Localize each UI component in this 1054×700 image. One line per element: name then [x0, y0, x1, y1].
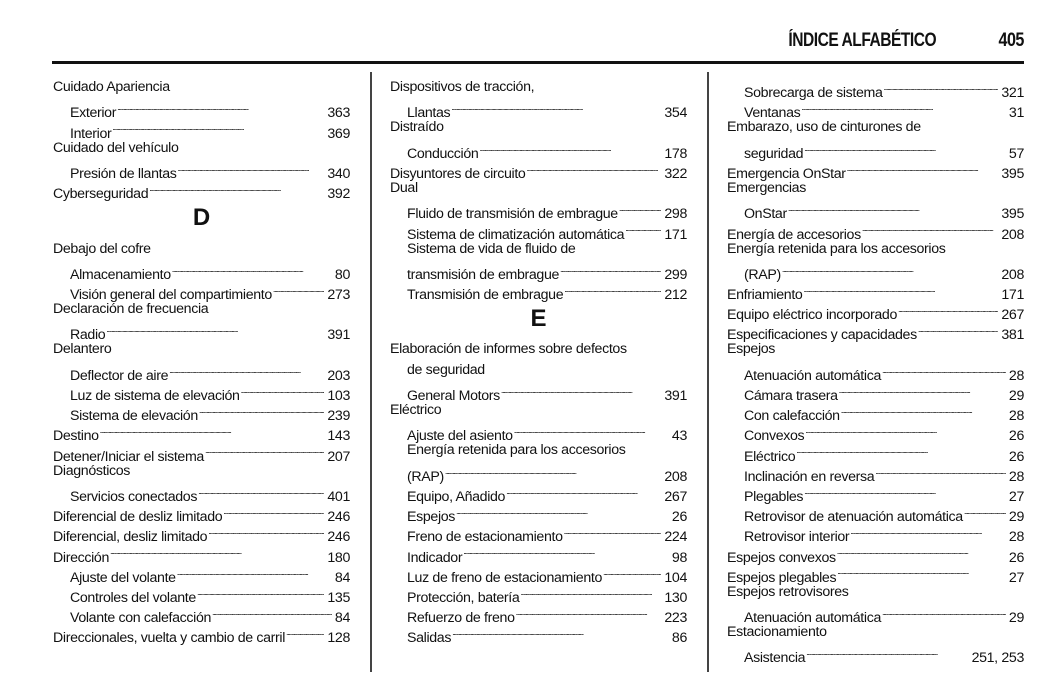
dot-leader	[564, 279, 661, 299]
page-reference: 208	[1001, 226, 1024, 243]
section-letter: D	[192, 204, 211, 232]
entry-label: Energía de accesorios	[727, 226, 861, 243]
page-reference: 135	[327, 589, 350, 606]
entry-label: Volante con calefacción	[70, 610, 212, 627]
index-subentry	[727, 602, 1024, 627]
dot-leader	[918, 319, 999, 339]
entry-label: Energía retenida para los accesorios	[727, 240, 946, 257]
page-reference: 28	[1008, 529, 1024, 546]
page-reference: 369	[327, 125, 350, 142]
entry-label: Direccionales, vuelta y cambio de carril	[53, 630, 286, 647]
index-heading	[727, 582, 1024, 602]
entry-label: Emergencias	[727, 179, 806, 196]
page-reference: 80	[334, 266, 350, 283]
entry-label: Controles del volante	[70, 589, 196, 606]
index-subentry	[727, 198, 1024, 223]
dot-leader	[212, 602, 332, 622]
dot-leader	[100, 420, 325, 440]
entry-label: de seguridad	[407, 361, 485, 378]
entry-label: General Motors	[407, 388, 500, 405]
index-column-2	[390, 77, 687, 647]
entry-label: Equipo eléctrico incorporado	[727, 307, 898, 324]
entry-label: Equipo, Añadido	[407, 488, 506, 505]
dot-leader	[804, 481, 1006, 501]
entry-label: Luz de sistema de elevación	[70, 388, 240, 405]
page-reference: 223	[664, 610, 687, 627]
page-number: 405	[998, 30, 1024, 51]
dot-leader	[560, 259, 661, 279]
entry-label: Retrovisor de atenuación automática	[744, 509, 963, 526]
page-reference: 26	[1008, 549, 1024, 566]
dot-leader	[884, 77, 999, 97]
page-reference: 104	[664, 569, 687, 586]
page-reference: 84	[334, 569, 350, 586]
dot-leader	[520, 582, 661, 602]
index-heading	[727, 117, 1024, 137]
index-subentry	[390, 138, 687, 162]
dot-leader	[625, 218, 661, 238]
page-reference: 322	[664, 165, 687, 182]
entry-label: Sobrecarga de sistema	[744, 85, 883, 102]
page-reference: 57	[1008, 145, 1024, 162]
page-reference: 27	[1008, 569, 1024, 586]
entry-label: Convexos	[744, 428, 805, 445]
entry-label: Espejos convexos	[727, 549, 836, 566]
index-subentry	[53, 158, 350, 182]
entry-label: Con calefacción	[744, 408, 840, 425]
entry-label: Cámara trasera	[744, 388, 838, 404]
entry-label: Exterior	[70, 105, 117, 122]
dot-leader	[801, 97, 1006, 117]
page-reference: 239	[327, 408, 350, 425]
dot-leader	[110, 541, 324, 561]
dot-leader	[177, 562, 332, 582]
entry-label: Dispositivos de tracción,	[390, 79, 535, 95]
page-reference: 207	[327, 448, 350, 465]
header-rule	[52, 61, 1024, 64]
dot-leader	[169, 360, 324, 380]
page-reference: 354	[664, 105, 687, 122]
page-reference: 26	[1008, 448, 1024, 465]
dot-leader	[805, 420, 1006, 440]
dot-leader	[964, 501, 1006, 521]
index-subentry	[390, 198, 687, 223]
entry-label: Espejos	[727, 341, 776, 358]
dot-leader	[286, 622, 324, 642]
entry-label: Eléctrico	[390, 402, 442, 419]
page-reference: 27	[1008, 488, 1024, 505]
dot-leader	[117, 97, 324, 117]
page-reference: 171	[1001, 287, 1024, 304]
page-reference: 143	[327, 428, 350, 445]
entry-label: Conducción	[407, 145, 479, 162]
entry-label: Dirección	[53, 549, 109, 566]
page-reference: 246	[327, 509, 350, 526]
dot-leader	[241, 380, 325, 400]
entry-label: Llantas	[407, 105, 451, 122]
page-reference: 28	[1008, 408, 1024, 425]
column-divider	[370, 72, 372, 672]
index-subentry	[390, 461, 687, 485]
page-reference: 340	[327, 165, 350, 182]
entry-label: Almacenamiento	[70, 266, 171, 283]
dot-leader	[839, 380, 1006, 400]
entry-label: Destino	[53, 428, 99, 445]
dot-leader	[172, 259, 332, 279]
index-heading	[727, 239, 1024, 259]
entry-label: (RAP)	[744, 266, 781, 283]
entry-label: Delantero	[53, 341, 112, 358]
entry-label: Diferencial de desliz limitado	[53, 509, 223, 526]
index-heading	[53, 339, 350, 359]
dot-leader	[514, 420, 669, 440]
page-reference: 392	[327, 186, 350, 203]
column-divider	[707, 72, 709, 672]
page-reference: 98	[671, 549, 687, 566]
dot-leader	[841, 400, 1006, 420]
index-heading	[390, 117, 687, 137]
dot-leader	[149, 178, 324, 198]
dot-leader	[199, 400, 325, 420]
dot-leader	[796, 440, 1006, 460]
entry-label: Presión de llantas	[70, 165, 177, 182]
running-head	[756, 30, 1024, 56]
page-reference: 203	[327, 367, 350, 384]
page-reference: 212	[664, 287, 687, 304]
entry-label: Retrovisor interior	[744, 529, 850, 546]
index-subentry	[53, 319, 350, 344]
dot-leader	[208, 521, 324, 541]
dot-leader	[112, 117, 324, 137]
page-reference: 43	[671, 428, 687, 445]
dot-leader	[788, 198, 999, 218]
entry-label: Servicios conectados	[70, 488, 198, 505]
entry-label: Dual	[390, 179, 418, 196]
entry-label: transmisión de embrague	[407, 266, 560, 283]
page-reference: 84	[334, 610, 350, 627]
dot-leader	[177, 158, 324, 178]
section-letter: E	[530, 305, 547, 333]
index-subentry	[53, 481, 350, 505]
dot-leader	[501, 380, 662, 400]
dot-leader	[197, 582, 324, 602]
dot-leader	[479, 138, 661, 158]
page-reference: 86	[671, 630, 687, 647]
entry-label: Indicador	[407, 549, 463, 566]
entry-label: Atenuación automática	[744, 367, 881, 384]
index-heading	[53, 239, 350, 259]
dot-leader	[516, 602, 662, 622]
entry-label: Especificaciones y capacidades	[727, 327, 917, 344]
index-subentry	[727, 259, 1024, 283]
dot-leader	[456, 501, 669, 521]
dot-leader	[106, 319, 324, 339]
entry-label: Atenuación automática	[744, 610, 881, 627]
entry-label: Visión general del compartimiento	[70, 287, 272, 304]
index-subentry	[390, 239, 687, 259]
index-subentry	[53, 259, 350, 283]
dot-leader	[837, 541, 1006, 561]
entry-label: Espejos plegables	[727, 569, 837, 586]
page-reference: 251, 253	[971, 650, 1024, 667]
page-reference: 26	[671, 509, 687, 526]
index-subentry	[390, 380, 687, 405]
page-reference: 28	[1008, 367, 1024, 384]
index-heading	[53, 138, 350, 158]
entry-label: Sistema de elevación	[70, 408, 198, 425]
page-reference: 28	[1008, 468, 1024, 485]
index-subentry	[390, 259, 687, 283]
dot-leader	[603, 562, 661, 582]
entry-label: Declaración de frecuencia	[53, 301, 209, 318]
dot-leader	[882, 602, 1006, 622]
page-reference: 381	[1001, 327, 1024, 344]
index-subentry	[727, 138, 1024, 162]
entry-label: Elaboración de informes sobre defectos	[390, 341, 627, 358]
index-subentry	[727, 77, 1024, 102]
index-subentry	[53, 97, 350, 122]
page-reference: 180	[327, 549, 350, 566]
page-reference: 273	[327, 287, 350, 304]
page-reference: 363	[327, 105, 350, 122]
dot-leader	[806, 642, 968, 662]
dot-leader	[782, 259, 999, 279]
page-reference: 321	[1001, 85, 1024, 102]
page-reference: 178	[664, 145, 687, 162]
entry-label: Detener/Iniciar el sistema	[53, 448, 204, 465]
page-reference: 391	[664, 388, 687, 405]
dot-leader	[463, 541, 669, 561]
index-heading	[390, 77, 687, 97]
dot-leader	[452, 622, 669, 642]
index-heading	[390, 400, 687, 420]
entry-label: Embarazo, uso de cinturones de	[727, 119, 921, 136]
index-heading	[53, 77, 350, 97]
entry-label: Enfriamiento	[727, 287, 803, 304]
entry-label: Espejos	[407, 509, 456, 526]
page-reference: 208	[1001, 266, 1024, 283]
dot-leader	[564, 521, 662, 541]
entry-label: Cuidado del vehículo	[53, 139, 179, 156]
dot-leader	[862, 218, 999, 238]
page-reference: 103	[327, 388, 350, 405]
entry-label: Diferencial, desliz limitado	[53, 529, 208, 546]
entry-label: OnStar	[744, 206, 787, 223]
page-reference: 299	[664, 266, 687, 283]
page-reference: 401	[327, 488, 350, 505]
dot-leader	[223, 501, 324, 521]
dot-leader	[506, 481, 661, 501]
entry-label: Refuerzo de freno	[407, 610, 515, 627]
dot-leader	[847, 158, 999, 178]
dot-leader	[837, 562, 1006, 582]
dot-leader	[273, 279, 324, 299]
index-subentry	[53, 360, 350, 384]
entry-label: seguridad	[744, 145, 804, 162]
page-reference: 128	[327, 630, 350, 647]
entry-label: Ventanas	[744, 105, 801, 122]
page-reference: 395	[1001, 206, 1024, 223]
entry-label: Cuidado Apariencia	[53, 79, 170, 95]
index-column-3	[727, 77, 1024, 667]
index-column-1	[53, 77, 350, 647]
dot-leader	[619, 198, 662, 218]
entry-label: Estacionamiento	[727, 624, 827, 641]
entry-label: Fluido de transmisión de embrague	[407, 206, 618, 223]
page-reference: 267	[664, 488, 687, 505]
entry-label: Sistema de climatización automática	[407, 226, 625, 243]
entry-label: Debajo del cofre	[53, 240, 151, 257]
page-reference: 29	[1008, 610, 1024, 627]
entry-label: Interior	[70, 125, 112, 142]
entry-label: Disyuntores de circuito	[390, 165, 526, 182]
entry-label: Deflector de aire	[70, 367, 169, 384]
page-reference: 29	[1008, 388, 1024, 404]
entry-label: Sistema de vida de fluido de	[407, 240, 576, 257]
entry-label: Distraído	[390, 119, 444, 136]
index-heading	[727, 178, 1024, 198]
index-subentry	[727, 360, 1024, 384]
dot-leader	[451, 97, 661, 117]
entry-label: (RAP)	[407, 468, 444, 485]
page-reference: 391	[327, 327, 350, 344]
entry-label: Espejos retrovisores	[727, 583, 849, 600]
entry-label: Emergencia OnStar	[727, 165, 846, 182]
page-reference: 208	[664, 468, 687, 485]
index-heading	[390, 339, 687, 359]
dot-leader	[445, 461, 662, 481]
page-reference: 171	[664, 226, 687, 243]
index-subentry	[390, 360, 687, 380]
entry-label: Freno de estacionamiento	[407, 529, 563, 546]
entry-label: Diagnósticos	[53, 462, 131, 479]
page-reference: 29	[1008, 509, 1024, 526]
page-reference: 31	[1008, 105, 1024, 122]
page-reference: 298	[664, 206, 687, 223]
dot-leader	[850, 521, 1006, 541]
index-subentry	[390, 440, 687, 460]
dot-leader	[804, 138, 1006, 158]
entry-label: Transmisión de embrague	[407, 287, 564, 304]
page-reference: 395	[1001, 165, 1024, 182]
index-heading	[53, 299, 350, 319]
dot-leader	[882, 360, 1006, 380]
entry-label: Ajuste del asiento	[407, 428, 513, 445]
entry-label: Salidas	[407, 630, 452, 647]
dot-leader	[875, 461, 1006, 481]
dot-leader	[198, 481, 324, 501]
entry-label: Ajuste del volante	[70, 569, 176, 586]
index-subentry	[727, 642, 1024, 667]
dot-leader	[898, 299, 998, 319]
page-reference: 130	[664, 589, 687, 606]
section-title: ÍNDICE ALFABÉTICO	[788, 30, 937, 51]
entry-label: Eléctrico	[744, 448, 796, 465]
dot-leader	[205, 440, 324, 460]
dot-leader	[803, 279, 998, 299]
page-reference: 267	[1001, 307, 1024, 324]
entry-label: Energía retenida para los accesorios	[407, 442, 626, 459]
entry-label: Protección, batería	[407, 589, 520, 606]
index-subentry	[390, 97, 687, 122]
entry-label: Asistencia	[744, 650, 806, 667]
page-reference: 26	[1008, 428, 1024, 445]
entry-label: Radio	[70, 327, 106, 344]
entry-label: Luz de freno de estacionamiento	[407, 569, 603, 586]
page-reference: 246	[327, 529, 350, 546]
entry-label: Plegables	[744, 488, 804, 505]
entry-label: Inclinación en reversa	[744, 468, 875, 485]
page-reference: 224	[664, 529, 687, 546]
entry-label: Cyberseguridad	[53, 186, 149, 203]
dot-leader	[526, 158, 661, 178]
index-subentry	[390, 420, 687, 445]
